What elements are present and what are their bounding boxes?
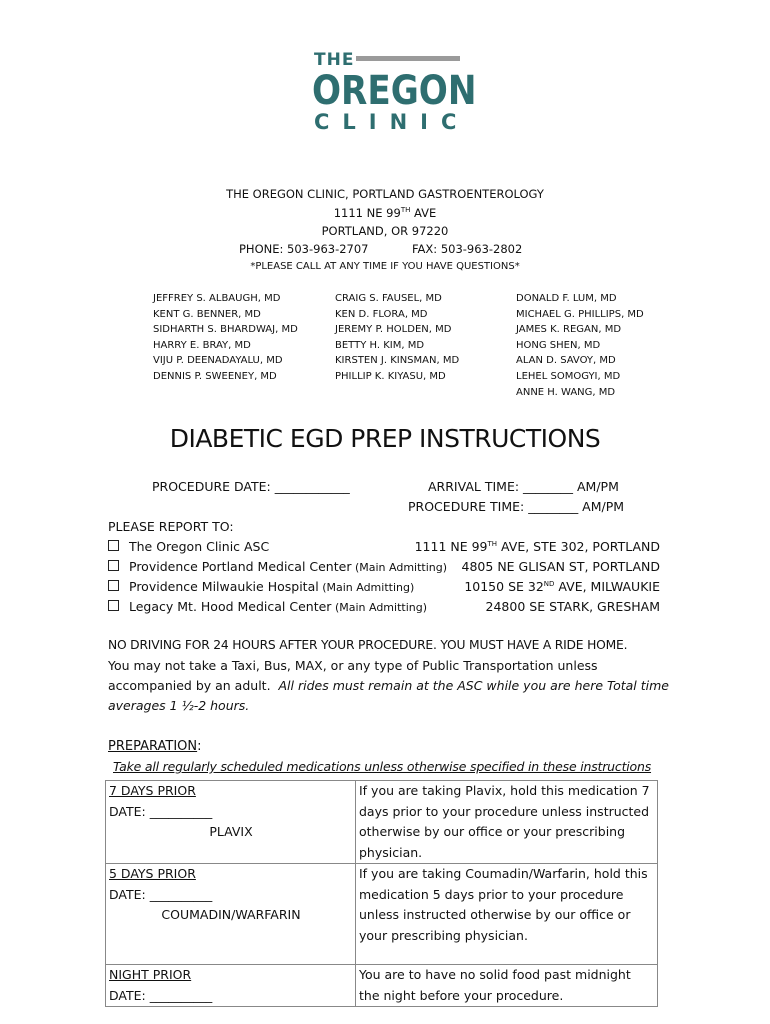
clinic-address xyxy=(0,206,770,220)
location-address xyxy=(415,539,660,554)
location-note: (Main Admitting) xyxy=(351,561,448,574)
location-row xyxy=(108,559,447,574)
page-title: DIABETIC EGD PREP INSTRUCTIONS xyxy=(169,424,601,453)
doctor-name: LEHEL SOMOGYI, MD xyxy=(516,370,621,382)
prep-text: physician. xyxy=(359,844,423,860)
logo-top-bar xyxy=(356,56,460,61)
doctor-name: KENT G. BENNER, MD xyxy=(153,308,261,320)
prep-text: the night before your procedure. xyxy=(359,987,564,1003)
checkbox[interactable] xyxy=(108,600,119,611)
address-text: 1111 NE 99 xyxy=(414,539,488,554)
driving-italic: All rides must remain at the ASC while you are here Total time xyxy=(278,678,669,693)
location-name: Providence Milwaukie Hospital xyxy=(129,579,319,594)
prep-text: otherwise by our office or your prescribing xyxy=(359,824,626,839)
address-sup: TH xyxy=(400,206,411,215)
clinic-fax: FAX: 503-963-2802 xyxy=(412,242,523,256)
prep-when: NIGHT PRIOR xyxy=(109,967,192,982)
doctor-name: DONALD F. LUM, MD xyxy=(516,293,617,304)
prep-text: You are to have no solid food past midnight xyxy=(359,967,631,982)
address-text-end: AVE, STE 302, PORTLAND xyxy=(497,539,660,554)
prep-text: your prescribing physician. xyxy=(359,927,528,943)
doctor-name: SIDHARTH S. BHARDWAJ, MD xyxy=(153,324,298,336)
clinic-phone: PHONE: 503-963-2707 xyxy=(239,242,369,256)
preparation-heading xyxy=(108,739,202,754)
location-name: Legacy Mt. Hood Medical Center xyxy=(129,599,332,614)
prep-text-cell xyxy=(356,965,658,1007)
doctor-list-col2 xyxy=(335,291,459,385)
location-address: 4805 NE GLISAN ST, PORTLAND xyxy=(461,559,660,574)
preparation-label: PREPARATION xyxy=(108,739,198,754)
location-note: (Main Admitting) xyxy=(331,601,428,614)
doctor-name: DENNIS P. SWEENEY, MD xyxy=(153,370,277,382)
prep-drug: COUMADIN/WARFARIN xyxy=(161,907,301,922)
logo-oregon: OREGON xyxy=(312,68,477,114)
driving-line2 xyxy=(108,678,669,693)
clinic-name: THE OREGON CLINIC, PORTLAND GASTROENTEROLOGY xyxy=(226,187,544,201)
doctor-name: KIRSTEN J. KINSMAN, MD xyxy=(335,355,460,367)
doctor-list-col1 xyxy=(153,291,298,385)
prep-when-cell xyxy=(106,864,356,965)
location-row xyxy=(108,579,414,594)
prep-text-cell xyxy=(356,781,658,864)
address-text-end: AVE xyxy=(410,206,437,220)
doctor-name: KEN D. FLORA, MD xyxy=(335,308,428,320)
doctor-name: JEFFREY S. ALBAUGH, MD xyxy=(153,293,281,304)
doctor-name: ANNE H. WANG, MD xyxy=(516,386,616,398)
address-text-end: AVE, MILWAUKIE xyxy=(554,579,660,594)
checkbox[interactable] xyxy=(108,580,119,591)
location-row xyxy=(108,539,269,554)
driving-heading: NO DRIVING FOR 24 HOURS AFTER YOUR PROCEDURE. YOU MUST HAVE A RIDE HOME. xyxy=(108,638,628,652)
preparation-colon: : xyxy=(197,739,202,754)
preparation-subheading: Take all regularly scheduled medications unless otherwise specified in these instructions xyxy=(113,759,652,774)
checkbox[interactable] xyxy=(108,540,119,551)
address-text: 1111 NE 99 xyxy=(333,206,401,220)
location-address xyxy=(464,579,660,594)
prep-when-cell xyxy=(106,965,356,1007)
logo-the: THE xyxy=(314,50,355,70)
table-row xyxy=(106,781,658,864)
procedure-date: PROCEDURE DATE: ____________ xyxy=(152,479,350,494)
location-note: (Main Admitting) xyxy=(318,581,415,594)
doctor-name: ALAN D. SAVOY, MD xyxy=(516,355,616,367)
driving-line1: You may not take a Taxi, Bus, MAX, or any type of Public Transportation unless xyxy=(108,658,598,673)
prep-date: DATE: __________ xyxy=(109,886,213,902)
table-row xyxy=(106,864,658,965)
doctor-name: BETTY H. KIM, MD xyxy=(335,339,425,351)
location-name: Providence Portland Medical Center xyxy=(129,559,352,574)
arrival-time: ARRIVAL TIME: ________ AM/PM xyxy=(428,479,619,494)
prep-when: 7 DAYS PRIOR xyxy=(109,783,196,798)
report-heading: PLEASE REPORT TO: xyxy=(108,519,234,534)
prep-when: 5 DAYS PRIOR xyxy=(109,866,196,881)
doctor-list-col3 xyxy=(516,291,644,400)
address-sup: ND xyxy=(543,579,555,588)
call-note: *PLEASE CALL AT ANY TIME IF YOU HAVE QUESTIONS* xyxy=(250,261,520,272)
prep-text: If you are taking Coumadin/Warfarin, hold this xyxy=(359,866,648,881)
prep-text: If you are taking Plavix, hold this medication 7 xyxy=(359,783,650,798)
driving-text: accompanied by an adult. xyxy=(108,678,271,693)
prep-text-cell xyxy=(356,864,658,965)
checkbox[interactable] xyxy=(108,560,119,571)
table-row xyxy=(106,965,658,1007)
driving-line3 xyxy=(108,698,249,713)
logo-clinic: CLINIC xyxy=(314,110,470,134)
location-row xyxy=(108,599,427,614)
prep-when-cell xyxy=(106,781,356,864)
doctor-name: JAMES K. REGAN, MD xyxy=(516,324,622,336)
preparation-table xyxy=(105,780,658,1007)
doctor-name: VIJU P. DEENADAYALU, MD xyxy=(153,355,283,367)
location-name: The Oregon Clinic ASC xyxy=(129,539,270,554)
doctor-name: MICHAEL G. PHILLIPS, MD xyxy=(516,308,644,320)
oregon-clinic-logo xyxy=(312,50,477,136)
prep-text: unless instructed otherwise by our office or xyxy=(359,907,631,922)
prep-text: days prior to your procedure unless instructed xyxy=(359,803,650,819)
clinic-city: PORTLAND, OR 97220 xyxy=(321,224,449,238)
procedure-time: PROCEDURE TIME: ________ AM/PM xyxy=(408,499,625,514)
doctor-name: HONG SHEN, MD xyxy=(516,339,601,351)
address-text: 10150 SE 32 xyxy=(464,579,544,594)
prep-text: medication 5 days prior to your procedure xyxy=(359,886,624,902)
doctor-name: HARRY E. BRAY, MD xyxy=(153,339,251,351)
doctor-name: PHILLIP K. KIYASU, MD xyxy=(335,370,446,382)
prep-date: DATE: __________ xyxy=(109,987,213,1003)
address-sup: TH xyxy=(487,539,498,548)
prep-date: DATE: __________ xyxy=(109,803,213,819)
location-address: 24800 SE STARK, GRESHAM xyxy=(485,599,660,614)
doctor-name: JEREMY P. HOLDEN, MD xyxy=(335,324,452,336)
prep-drug: PLAVIX xyxy=(209,824,253,839)
driving-italic: averages 1 ½-2 hours. xyxy=(108,698,250,713)
doctor-name: CRAIG S. FAUSEL, MD xyxy=(335,293,442,304)
